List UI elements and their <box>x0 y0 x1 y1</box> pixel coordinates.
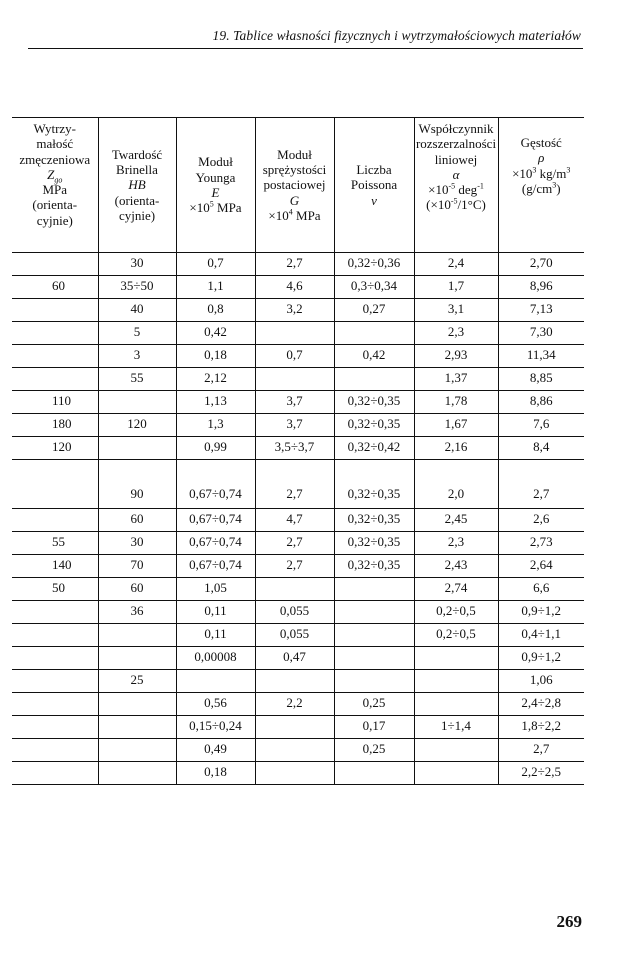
table-cell: 2,70 <box>498 253 584 276</box>
table-row <box>12 693 584 716</box>
table-cell <box>98 391 176 414</box>
table-cell: 7,6 <box>498 414 584 437</box>
table-cell: 1÷1,4 <box>414 716 498 739</box>
table-cell: 0,3÷0,34 <box>334 276 414 299</box>
table-cell: 0,11 <box>176 601 255 624</box>
table-cell: 1,67 <box>414 414 498 437</box>
table-row <box>12 670 584 693</box>
table-cell: 0,32÷0,35 <box>334 555 414 578</box>
table-cell: 140 <box>12 555 98 578</box>
table-cell: 35÷50 <box>98 276 176 299</box>
table-row <box>12 601 584 624</box>
table-row <box>12 762 584 785</box>
table-cell: 0,42 <box>176 322 255 345</box>
table-cell: 6,6 <box>498 578 584 601</box>
table-cell: 2,4÷2,8 <box>498 693 584 716</box>
table-cell: 60 <box>12 276 98 299</box>
table-cell <box>414 762 498 785</box>
table-cell <box>255 670 334 693</box>
table-cell <box>12 739 98 762</box>
table-cell <box>98 762 176 785</box>
table-cell <box>98 739 176 762</box>
table-cell: 2,3 <box>414 322 498 345</box>
table-cell: 0,4÷1,1 <box>498 624 584 647</box>
table-cell <box>12 762 98 785</box>
header-poisson-ratio: Liczba Poissona ν <box>334 118 414 253</box>
table-cell: 120 <box>98 414 176 437</box>
table-cell: 0,49 <box>176 739 255 762</box>
table-cell <box>12 322 98 345</box>
table-cell: 36 <box>98 601 176 624</box>
table-cell: 120 <box>12 437 98 460</box>
table-cell: 2,73 <box>498 532 584 555</box>
table-cell: 0,11 <box>176 624 255 647</box>
table-cell: 4,7 <box>255 509 334 532</box>
running-title: 19. Tablice własności fizycznych i wytrzymałościowych materiałów <box>212 28 581 43</box>
table-cell: 7,30 <box>498 322 584 345</box>
table-cell: 0,32÷0,35 <box>334 414 414 437</box>
table-cell <box>334 368 414 391</box>
table-cell: 0,32÷0,35 <box>334 391 414 414</box>
table-cell: 0,8 <box>176 299 255 322</box>
table-cell <box>255 368 334 391</box>
table-cell: 40 <box>98 299 176 322</box>
table-cell: 0,42 <box>334 345 414 368</box>
table-cell: 0,67÷0,74 <box>176 555 255 578</box>
table-cell: 1,8÷2,2 <box>498 716 584 739</box>
table-cell: 2,7 <box>255 532 334 555</box>
table-cell: 30 <box>98 253 176 276</box>
table-cell: 8,4 <box>498 437 584 460</box>
table-cell: 0,00008 <box>176 647 255 670</box>
table-cell: 2,7 <box>255 555 334 578</box>
table-cell: 0,9÷1,2 <box>498 647 584 670</box>
table-cell: 0,055 <box>255 624 334 647</box>
table-row <box>12 437 584 460</box>
table-cell: 2,74 <box>414 578 498 601</box>
table-cell <box>414 739 498 762</box>
table-row <box>12 345 584 368</box>
table-cell: 8,96 <box>498 276 584 299</box>
table-row <box>12 555 584 578</box>
table-cell <box>255 762 334 785</box>
table-cell: 1,3 <box>176 414 255 437</box>
table-cell: 0,2÷0,5 <box>414 624 498 647</box>
table-cell: 0,67÷0,74 <box>176 460 255 509</box>
table-cell <box>414 647 498 670</box>
table-row <box>12 532 584 555</box>
table-cell: 0,27 <box>334 299 414 322</box>
table-cell: 0,2÷0,5 <box>414 601 498 624</box>
table-cell: 0,7 <box>255 345 334 368</box>
table-cell <box>334 322 414 345</box>
table-cell: 50 <box>12 578 98 601</box>
table-cell: 90 <box>98 460 176 509</box>
table-cell: 2,7 <box>255 460 334 509</box>
table-row <box>12 739 584 762</box>
header-shear-modulus: Moduł sprężystości postaciowej G $\times 10^4$ MPa <box>255 118 334 253</box>
table-row <box>12 578 584 601</box>
table-cell: 1,78 <box>414 391 498 414</box>
table-cell <box>414 670 498 693</box>
table-cell: 0,67÷0,74 <box>176 532 255 555</box>
table-cell <box>12 601 98 624</box>
table-cell: 0,15÷0,24 <box>176 716 255 739</box>
table-cell <box>98 693 176 716</box>
table-cell <box>255 716 334 739</box>
table-cell: 2,0 <box>414 460 498 509</box>
table-cell: 0,47 <box>255 647 334 670</box>
table-cell: 7,13 <box>498 299 584 322</box>
header-fatigue-strength: Wytrzy- małość zmęczeniowa $Z_{go}$ MPa (orienta- cyjnie) <box>12 118 98 253</box>
table-cell: 8,85 <box>498 368 584 391</box>
table-cell <box>334 624 414 647</box>
table-cell <box>334 601 414 624</box>
table-cell: 2,7 <box>498 739 584 762</box>
header-thermal-expansion: Współczynnik rozszerzalności liniowej α $\times 10^{-5}$ deg$^{-1}$ $(\times 10^{-5}/1^\circ C)$ <box>414 118 498 253</box>
table-cell <box>255 322 334 345</box>
table-cell <box>12 345 98 368</box>
table-cell: 25 <box>98 670 176 693</box>
table-cell: 0,67÷0,74 <box>176 509 255 532</box>
table-cell: 3,7 <box>255 391 334 414</box>
table-cell <box>334 647 414 670</box>
table-cell <box>12 509 98 532</box>
table-cell: 2,6 <box>498 509 584 532</box>
table-cell <box>98 437 176 460</box>
table-cell: 2,2 <box>255 693 334 716</box>
table-cell <box>12 253 98 276</box>
table-cell: 1,1 <box>176 276 255 299</box>
table-cell: 0,17 <box>334 716 414 739</box>
table-row <box>12 299 584 322</box>
table-cell <box>12 624 98 647</box>
table-cell <box>98 716 176 739</box>
table-cell: 0,99 <box>176 437 255 460</box>
table-cell <box>255 578 334 601</box>
table-cell <box>12 368 98 391</box>
table-cell: 55 <box>12 532 98 555</box>
table-cell: 55 <box>98 368 176 391</box>
table-row <box>12 391 584 414</box>
table-cell: 2,2÷2,5 <box>498 762 584 785</box>
table-cell <box>98 647 176 670</box>
table-row <box>12 716 584 739</box>
table-cell: 2,7 <box>255 253 334 276</box>
page-number: 269 <box>556 912 582 931</box>
table-cell: 180 <box>12 414 98 437</box>
table-header-row <box>12 118 584 253</box>
table-cell: 0,25 <box>334 693 414 716</box>
table-cell: 4,6 <box>255 276 334 299</box>
table-cell: 30 <box>98 532 176 555</box>
table-cell: 1,06 <box>498 670 584 693</box>
table-cell: 0,32÷0,35 <box>334 509 414 532</box>
table-cell: 70 <box>98 555 176 578</box>
table-cell: 3 <box>98 345 176 368</box>
table-cell: 0,32÷0,35 <box>334 460 414 509</box>
material-properties-table <box>12 117 584 785</box>
table-cell: 2,3 <box>414 532 498 555</box>
table-cell: 0,18 <box>176 345 255 368</box>
table-cell: 11,34 <box>498 345 584 368</box>
table-cell: 0,25 <box>334 739 414 762</box>
table-cell: 0,9÷1,2 <box>498 601 584 624</box>
table-cell: 60 <box>98 509 176 532</box>
table-cell: 2,16 <box>414 437 498 460</box>
table-cell <box>255 739 334 762</box>
table-cell: 8,86 <box>498 391 584 414</box>
table-cell: 1,37 <box>414 368 498 391</box>
table-cell: 2,7 <box>498 460 584 509</box>
table-cell: 5 <box>98 322 176 345</box>
table-row <box>12 414 584 437</box>
table-cell <box>334 762 414 785</box>
table-row <box>12 368 584 391</box>
table-cell: 110 <box>12 391 98 414</box>
header-brinell-hardness: Twardość Brinella HB (orienta- cyjnie) <box>98 118 176 253</box>
table-cell: 3,1 <box>414 299 498 322</box>
table-row <box>12 647 584 670</box>
table-row <box>12 276 584 299</box>
table-cell: 2,64 <box>498 555 584 578</box>
header-young-modulus: Moduł Younga E $\times 10^5$ MPa <box>176 118 255 253</box>
table-cell <box>334 578 414 601</box>
table-row <box>12 509 584 532</box>
table-row <box>12 322 584 345</box>
table-cell: 0,18 <box>176 762 255 785</box>
table-cell: 0,56 <box>176 693 255 716</box>
table-cell: 3,5÷3,7 <box>255 437 334 460</box>
table-cell: 0,32÷0,36 <box>334 253 414 276</box>
table-cell: 2,45 <box>414 509 498 532</box>
table-cell <box>414 693 498 716</box>
table-cell: 1,7 <box>414 276 498 299</box>
table-cell <box>12 670 98 693</box>
table-cell: 0,7 <box>176 253 255 276</box>
table-cell: 0,32÷0,42 <box>334 437 414 460</box>
header-rule <box>28 48 583 49</box>
table-cell: 1,05 <box>176 578 255 601</box>
table-cell: 2,4 <box>414 253 498 276</box>
table-cell: 3,7 <box>255 414 334 437</box>
table-row <box>12 460 584 509</box>
table-cell: 3,2 <box>255 299 334 322</box>
header-density: Gęstość ρ $\times 10^3$ $kg/m^3$ $(g/cm^3)$ <box>498 118 584 253</box>
table-cell: 2,43 <box>414 555 498 578</box>
table-cell <box>12 693 98 716</box>
table-cell <box>12 299 98 322</box>
table-cell <box>12 716 98 739</box>
table-cell <box>12 647 98 670</box>
table-row <box>12 624 584 647</box>
table-cell <box>98 624 176 647</box>
table-cell: 60 <box>98 578 176 601</box>
table-cell: 2,93 <box>414 345 498 368</box>
table-cell <box>12 460 98 509</box>
table-cell: 1,13 <box>176 391 255 414</box>
table-cell: 0,32÷0,35 <box>334 532 414 555</box>
table-row <box>12 253 584 276</box>
table-cell <box>176 670 255 693</box>
table-cell: 0,055 <box>255 601 334 624</box>
table-cell <box>334 670 414 693</box>
table-cell: 2,12 <box>176 368 255 391</box>
